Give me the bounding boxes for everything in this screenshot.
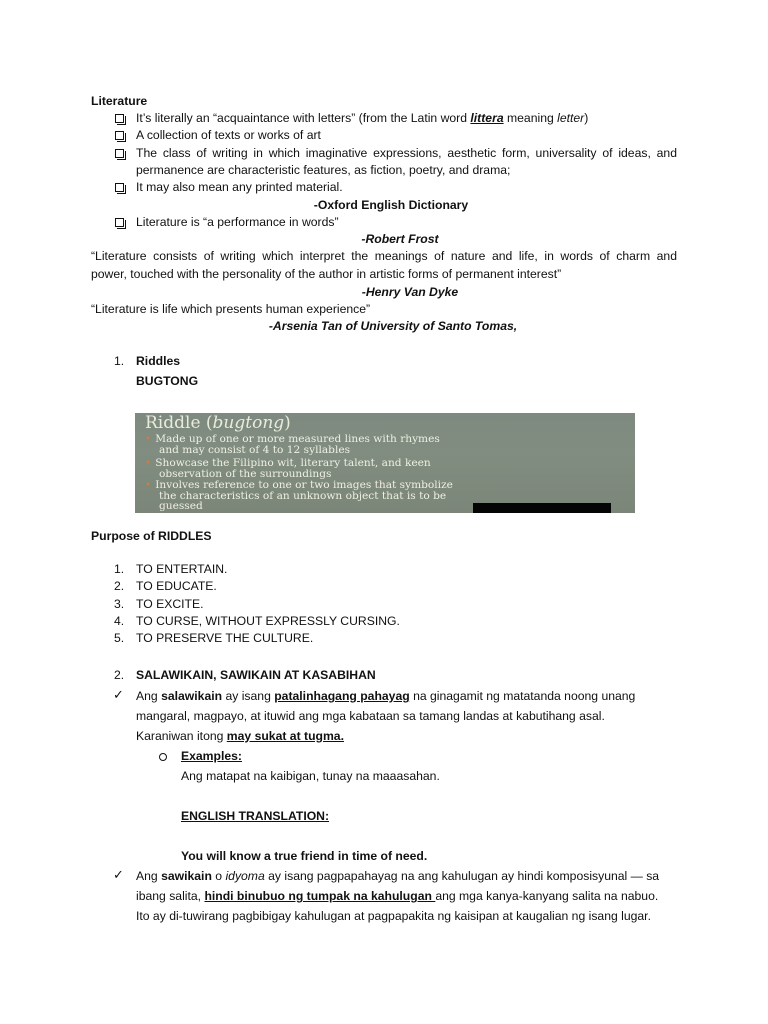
purpose-num: 5. bbox=[114, 631, 125, 645]
salawikain-title: SALAWIKAIN, SAWIKAIN AT KASABIHAN bbox=[136, 668, 376, 682]
purpose-num: 1. bbox=[114, 562, 125, 576]
source-oxford: -Oxford English Dictionary bbox=[313, 198, 469, 212]
purpose-heading: Purpose of RIDDLES bbox=[91, 529, 212, 543]
source-tan: -Arsenia Tan of University of Santo Tomas, bbox=[268, 319, 518, 333]
salawikain-number: 2. bbox=[114, 668, 125, 682]
riddles-title: Riddles bbox=[136, 354, 181, 368]
riddles-number: 1. bbox=[114, 354, 125, 368]
example-text: Ang matapat na kaibigan, tunay na maaasahan. bbox=[181, 769, 440, 783]
salawikain-para-line2: mangaral, magpayo, at ituwid ang mga kabataan sa tamang landas at kabutihang asal. bbox=[136, 709, 605, 723]
slide-line: • Made up of one or more measured lines with rhymes bbox=[145, 433, 440, 445]
examples-label: Examples: bbox=[181, 749, 242, 763]
bullet-acquaintance: It’s literally an “acquaintance with letters” (from the Latin word littera meaning letter) bbox=[136, 111, 589, 125]
littera-word: littera bbox=[470, 111, 504, 125]
checkbox-bullet-icon bbox=[115, 183, 124, 192]
bullet-class-line2: permanence are characteristic features, as fiction, poetry, and drama; bbox=[136, 163, 511, 177]
literature-heading: Literature bbox=[91, 94, 148, 108]
bullet-printed: It may also mean any printed material. bbox=[136, 180, 343, 194]
quote-tan: “Literature is life which presents human experience” bbox=[91, 302, 371, 316]
purpose-num: 2. bbox=[114, 579, 125, 593]
source-frost: -Robert Frost bbox=[361, 232, 439, 246]
black-bar bbox=[473, 503, 611, 513]
slide-line: guessed bbox=[159, 500, 203, 512]
quote-van-dyke-line2: power, touched with the personality of the author in artistic forms of permanent interest” bbox=[91, 267, 562, 281]
purpose-item: TO CURSE, WITHOUT EXPRESSLY CURSING. bbox=[136, 614, 400, 628]
purpose-item: TO EDUCATE. bbox=[136, 579, 217, 593]
purpose-item: TO PRESERVE THE CULTURE. bbox=[136, 631, 314, 645]
checkbox-bullet-icon bbox=[115, 114, 124, 123]
purpose-num: 4. bbox=[114, 614, 125, 628]
slide-line: • Involves reference to one or two images that symbolize bbox=[145, 479, 453, 491]
circle-bullet-icon bbox=[159, 753, 167, 761]
slide-line: the characteristics of an unknown object that is to be bbox=[159, 490, 447, 502]
slide-line: • Showcase the Filipino wit, literary talent, and keen bbox=[145, 457, 431, 469]
checkbox-bullet-icon bbox=[115, 131, 124, 140]
bullet-class-line1: The class of writing in which imaginative expressions, aesthetic form, universality of ideas, and bbox=[136, 146, 677, 160]
translation-text: You will know a true friend in time of need. bbox=[181, 849, 428, 863]
sawikain-para-line1: Ang sawikain o idyoma ay isang pagpapahayag na ang kahulugan ay hindi komposisyunal — sa bbox=[136, 869, 660, 883]
purpose-num: 3. bbox=[114, 597, 125, 611]
translation-label: ENGLISH TRANSLATION: bbox=[181, 809, 330, 823]
source-van-dyke: -Henry Van Dyke bbox=[361, 285, 459, 299]
checkmark-icon: ✓ bbox=[113, 867, 124, 882]
bullet-collection: A collection of texts or works of art bbox=[136, 128, 321, 142]
slide-title: Riddle (bugtong) bbox=[145, 413, 291, 433]
bullet-performance: Literature is “a performance in words” bbox=[136, 215, 339, 229]
salawikain-para-line3: Karaniwan itong may sukat at tugma. bbox=[136, 729, 344, 743]
quote-van-dyke-line1: “Literature consists of writing which interpret the meanings of nature and life, in words of charm and bbox=[91, 249, 677, 263]
slide-line: observation of the surroundings bbox=[159, 468, 332, 480]
sawikain-para-line3: Ito ay di-tuwirang pagbibigay kahulugan at pagpapakita ng kaisipan at kaugalian ng isang lugar. bbox=[136, 909, 651, 923]
checkmark-icon: ✓ bbox=[113, 687, 124, 702]
purpose-item: TO EXCITE. bbox=[136, 597, 204, 611]
checkbox-bullet-icon bbox=[115, 149, 124, 158]
checkbox-bullet-icon bbox=[115, 218, 124, 227]
salawikain-para-line1: Ang salawikain ay isang patalinhagang pahayag na ginagamit ng matatanda noong unang bbox=[136, 689, 636, 703]
riddle-slide-image bbox=[135, 413, 635, 513]
slide-line: and may consist of 4 to 12 syllables bbox=[159, 444, 351, 456]
riddles-subtitle: BUGTONG bbox=[136, 374, 199, 388]
sawikain-para-line2: ibang salita, hindi binubuo ng tumpak na kahulugan ang mga kanya-kanyang salita na nabuo. bbox=[136, 889, 659, 903]
purpose-item: TO ENTERTAIN. bbox=[136, 562, 228, 576]
